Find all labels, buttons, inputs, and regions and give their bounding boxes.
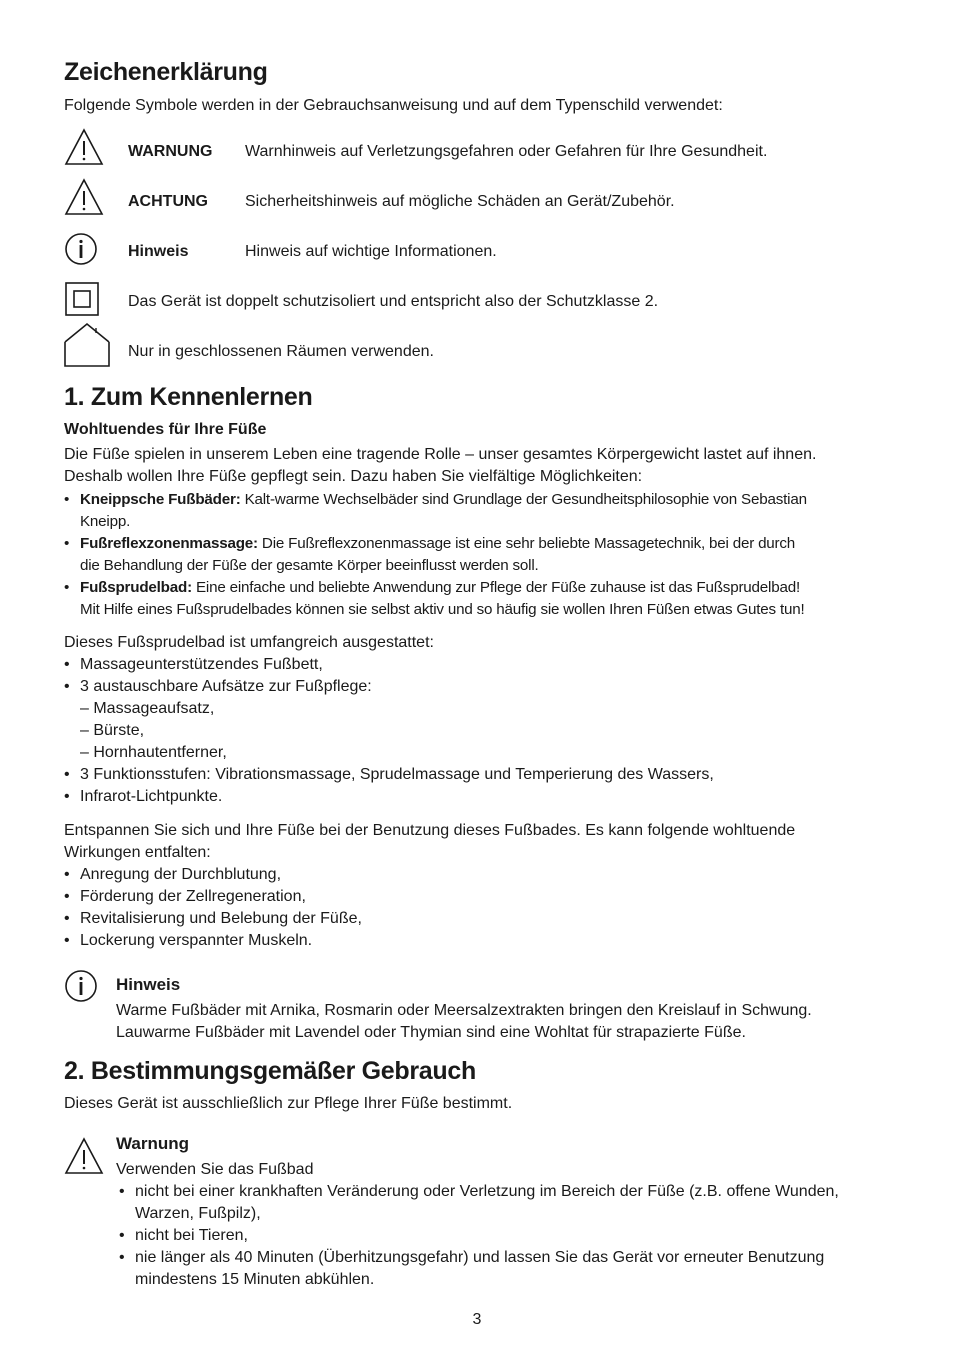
legend-text-hinweis: Hinweis auf wichtige Informationen. bbox=[245, 243, 497, 260]
list-item-line: nie länger als 40 Minuten (Überhitzungsgefahr) und lassen Sie das Gerät vor erneuter Benutzung bbox=[135, 1249, 825, 1266]
list-item-line: nicht bei einer krankhaften Veränderung oder Verletzung im Bereich der Füße (z.B. offene Wunden, bbox=[135, 1183, 839, 1200]
legend-text-warnung: Warnhinweis auf Verletzungsgefahren oder Gefahren für Ihre Gesundheit. bbox=[245, 143, 768, 160]
paragraph-line: Lauwarme Fußbäder mit Lavendel oder Thymian sind eine Wohltat für strapazierte Füße. bbox=[116, 1024, 746, 1041]
bullet-text: Die Fußreflexzonenmassage ist eine sehr beliebte Massagetechnik, bei der durch bbox=[257, 535, 796, 552]
list-item: • 3 Funktionsstufen: Vibrationsmassage, Sprudelmassage und Temperierung des Wassers, bbox=[64, 764, 894, 786]
warning-triangle-icon bbox=[64, 1136, 104, 1176]
list-item bbox=[64, 489, 894, 533]
list-item-line: nicht bei Tieren, bbox=[135, 1227, 248, 1244]
equipment-list bbox=[64, 654, 894, 808]
bullet-text: Kneipp. bbox=[80, 513, 131, 530]
section2-intro: Dieses Gerät ist ausschließlich zur Pflege Ihrer Füße bestimmt. bbox=[64, 1095, 513, 1112]
bullet-term: Kneippsche Fußbäder: bbox=[80, 491, 241, 508]
sub-list-item: – Hornhautentferner, bbox=[80, 744, 227, 761]
bullet-text: Eine einfache und beliebte Anwendung zur Pflege der Füße zuhause ist das Fußsprudelbad! bbox=[191, 579, 800, 596]
info-circle-icon bbox=[64, 232, 98, 266]
equipment-intro: Dieses Fußsprudelbad ist umfangreich ausgestattet: bbox=[64, 634, 434, 651]
warning-intro: Verwenden Sie das Fußbad bbox=[116, 1161, 314, 1178]
list-item: • 3 austauschbare Aufsätze zur Fußpflege: bbox=[64, 676, 894, 698]
double-insulation-icon bbox=[65, 282, 99, 316]
paragraph-line: Die Füße spielen in unserem Leben eine tragende Rolle – unser gesamtes Körpergewicht lastet auf ihnen. bbox=[64, 446, 817, 463]
warning-triangle-icon bbox=[64, 177, 104, 217]
legend-term-warnung: WARNUNG bbox=[128, 143, 213, 160]
list-item bbox=[119, 1225, 894, 1247]
effects-intro bbox=[64, 820, 889, 864]
bullet-term: Fußsprudelbad: bbox=[80, 579, 192, 596]
bullet-text: Mit Hilfe eines Fußsprudelbades können sie selbst aktiv und so häufig sie wollen Ihren Füßen etwas Gutes tun! bbox=[80, 601, 805, 618]
paragraph-line: Entspannen Sie sich und Ihre Füße bei der Benutzung dieses Fußbades. Es kann folgende wohltuende bbox=[64, 822, 796, 839]
page-number: 3 bbox=[472, 1311, 482, 1328]
warning-list bbox=[119, 1181, 894, 1291]
legend-term-hinweis: Hinweis bbox=[128, 243, 189, 260]
paragraph-line: Warme Fußbäder mit Arnika, Rosmarin oder Meersalzextrakten bringen den Kreislauf in Schwung. bbox=[116, 1002, 812, 1019]
legend-intro: Folgende Symbole werden in der Gebrauchsanweisung und auf dem Typenschild verwendet: bbox=[64, 97, 723, 114]
section2-title: 2. Bestimmungsgemäßer Gebrauch bbox=[64, 1057, 476, 1085]
legend-text-achtung: Sicherheitshinweis auf mögliche Schäden an Gerät/Zubehör. bbox=[245, 193, 675, 210]
list-item bbox=[119, 1247, 894, 1291]
legend-text-indoor: Nur in geschlossenen Räumen verwenden. bbox=[128, 343, 434, 360]
paragraph-line: Wirkungen entfalten: bbox=[64, 844, 211, 861]
list-item: • Massageunterstützendes Fußbett, bbox=[64, 654, 894, 676]
section1-paragraph bbox=[64, 444, 889, 488]
list-item bbox=[64, 577, 894, 621]
effects-list bbox=[64, 864, 894, 952]
list-item: • Revitalisierung und Belebung der Füße, bbox=[64, 908, 894, 930]
warning-title: Warnung bbox=[116, 1134, 190, 1153]
legend-term-achtung: ACHTUNG bbox=[128, 193, 208, 210]
list-item: • Anregung der Durchblutung, bbox=[64, 864, 894, 886]
bullet-term: Fußreflexzonenmassage: bbox=[80, 535, 258, 552]
sub-list-item: – Bürste, bbox=[80, 722, 145, 739]
list-item: • Infrarot-Lichtpunkte. bbox=[64, 786, 894, 808]
legend-text-protection-class: Das Gerät ist doppelt schutzisoliert und entspricht also der Schutzklasse 2. bbox=[128, 293, 659, 310]
sub-list-item: – Massageaufsatz, bbox=[80, 700, 215, 717]
list-item-line: mindestens 15 Minuten abkühlen. bbox=[135, 1271, 375, 1288]
bullet-text: Kalt-warme Wechselbäder sind Grundlage der Gesundheitsphilosophie von Sebastian bbox=[240, 491, 807, 508]
note-body bbox=[116, 1000, 891, 1044]
section1-subtitle: Wohltuendes für Ihre Füße bbox=[64, 421, 267, 438]
bullet-text: die Behandlung der Füße der gesamte Körper beeinflusst werden soll. bbox=[80, 557, 539, 574]
info-circle-icon bbox=[64, 969, 98, 1003]
legend-title: Zeichenerklärung bbox=[64, 58, 268, 86]
list-item: • Förderung der Zellregeneration, bbox=[64, 886, 894, 908]
note-title: Hinweis bbox=[116, 975, 181, 994]
list-item bbox=[119, 1181, 894, 1225]
warning-triangle-icon bbox=[64, 127, 104, 167]
therapy-bullet-list bbox=[64, 489, 894, 621]
list-item: • Lockerung verspannter Muskeln. bbox=[64, 930, 894, 952]
list-item bbox=[64, 533, 894, 577]
list-item-line: Warzen, Fußpilz), bbox=[135, 1205, 261, 1222]
house-icon bbox=[64, 322, 110, 368]
paragraph-line: Deshalb wollen Ihre Füße gepflegt sein. Dazu haben Sie vielfältige Möglichkeiten: bbox=[64, 468, 643, 485]
section1-title: 1. Zum Kennenlernen bbox=[64, 383, 313, 411]
